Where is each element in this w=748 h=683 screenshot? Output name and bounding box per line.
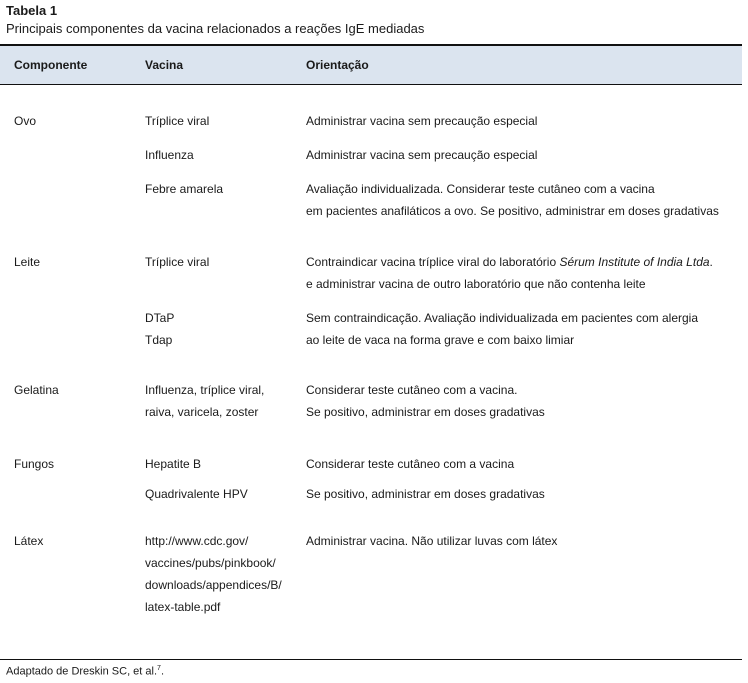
cell-guidance: Sem contraindicação. Avaliação individualizada em pacientes com alergia xyxy=(306,311,699,325)
cell-guidance: Administrar vacina sem precaução especial xyxy=(306,148,538,162)
footnote xyxy=(6,665,164,678)
lab-name: Sérum Institute of India Ltda xyxy=(559,255,710,269)
cell-vaccine: Hepatite B xyxy=(145,457,202,471)
cell-vaccine: Tríplice viral xyxy=(145,114,210,128)
header-vaccine: Vacina xyxy=(145,58,184,72)
footnote-end: . xyxy=(160,665,164,678)
cell-component: Leite xyxy=(14,255,41,269)
cell-guidance: Considerar teste cutâneo com a vacina xyxy=(306,457,515,471)
cell-component: Látex xyxy=(14,534,44,548)
cell-vaccine: Influenza xyxy=(145,148,194,162)
cell-guidance: e administrar vacina de outro laboratório que não contenha leite xyxy=(306,277,646,291)
header-component: Componente xyxy=(14,58,88,72)
cell-guidance xyxy=(306,251,713,273)
cell-vaccine: Quadrivalente HPV xyxy=(145,487,248,501)
footnote-ref: 7 xyxy=(157,665,161,672)
cell-guidance: Administrar vacina. Não utilizar luvas com látex xyxy=(306,534,558,548)
cell-component: Gelatina xyxy=(14,383,59,397)
cell-guidance: Se positivo, administrar em doses gradativas xyxy=(306,487,545,501)
cell-vaccine: vaccines/pubs/pinkbook/ xyxy=(145,556,276,570)
table-title: Principais componentes da vacina relacionados a reações IgE mediadas xyxy=(6,21,425,36)
header-guidance: Orientação xyxy=(306,58,369,72)
cell-vaccine: Influenza, tríplice viral, xyxy=(145,383,265,397)
cell-vaccine: latex-table.pdf xyxy=(145,600,221,614)
cell-vaccine: raiva, varicela, zoster xyxy=(145,405,259,419)
cell-vaccine: downloads/appendices/B/ xyxy=(145,578,282,592)
cell-component: Fungos xyxy=(14,457,55,471)
cell-guidance: Se positivo, administrar em doses gradativas xyxy=(306,405,545,419)
guidance-text: Contraindicar vacina tríplice viral do laboratório xyxy=(306,255,560,269)
guidance-text-end: . xyxy=(709,255,713,269)
cell-vaccine: DTaP xyxy=(145,311,175,325)
cell-guidance: Administrar vacina sem precaução especial xyxy=(306,114,538,128)
cell-guidance: em pacientes anafiláticos a ovo. Se positivo, administrar em doses gradativas xyxy=(306,204,719,218)
cell-vaccine: Febre amarela xyxy=(145,182,224,196)
cell-guidance: Avaliação individualizada. Considerar teste cutâneo com a vacina xyxy=(306,182,655,196)
table-label: Tabela 1 xyxy=(6,3,58,18)
cell-guidance: Considerar teste cutâneo com a vacina. xyxy=(306,383,518,397)
footnote-text: Adaptado de Dreskin SC, et al. xyxy=(6,665,158,678)
cell-guidance: ao leite de vaca na forma grave e com baixo limiar xyxy=(306,333,575,347)
cell-component: Ovo xyxy=(14,114,37,128)
cell-vaccine: Tdap xyxy=(145,333,173,347)
cell-vaccine: Tríplice viral xyxy=(145,255,210,269)
table-header xyxy=(0,46,742,85)
cell-vaccine: http://www.cdc.gov/ xyxy=(145,534,249,548)
table-bottom-rule xyxy=(0,659,742,660)
